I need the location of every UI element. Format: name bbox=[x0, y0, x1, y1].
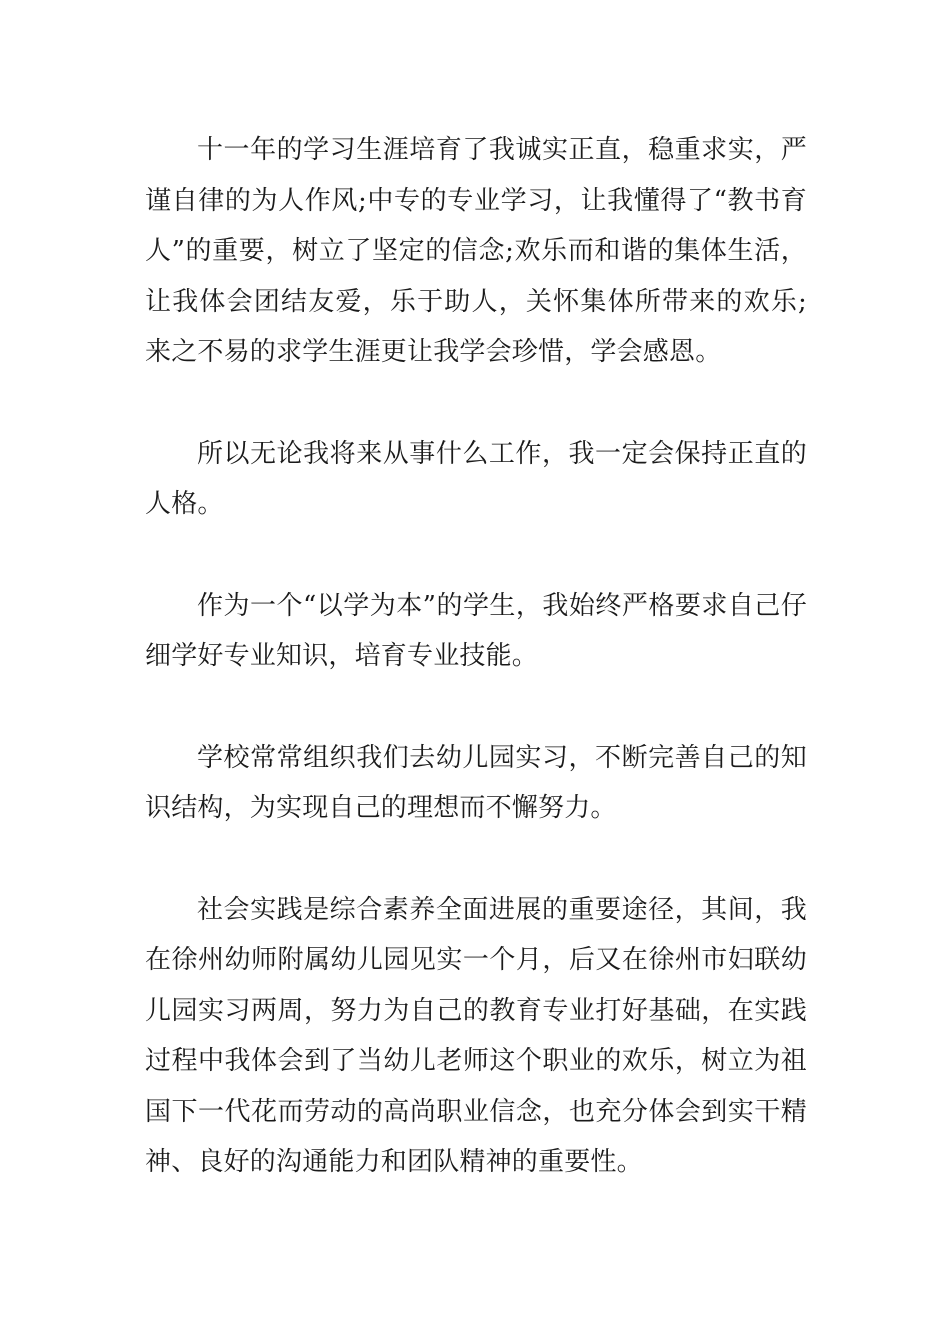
document-page bbox=[145, 125, 807, 1239]
paragraph-2: 所以无论我将来从事什么工作，我一定会保持正直的人格。 bbox=[145, 438, 807, 519]
paragraph-4: 学校常常组织我们去幼儿园实习，不断完善自己的知识结构，为实现自己的理想而不懈努力。 bbox=[145, 742, 807, 823]
paragraph-1: 十一年的学习生涯培育了我诚实正直，稳重求实，严谨自律的为人作风;中专的专业学习，让我懂得了“教书育人”的重要，树立了坚定的信念;欢乐而和谐的集体生活，让我体会团结友爱，乐于助人，关怀集体所带来的欢乐;来之不易的求学生涯更让我学会珍惜，学会感恩。 bbox=[145, 135, 807, 367]
paragraph-3: 作为一个“以学为本”的学生，我始终严格要求自己仔细学好专业知识，培育专业技能。 bbox=[145, 590, 807, 671]
paragraph-5: 社会实践是综合素养全面进展的重要途径，其间，我在徐州幼师附属幼儿园见实一个月，后又在徐州市妇联幼儿园实习两周，努力为自己的教育专业打好基础，在实践过程中我体会到了当幼儿老师这个职业的欢乐，树立为祖国下一代花而劳动的高尚职业信念，也充分体会到实干精神、良好的沟通能力和团队精神的重要性。 bbox=[145, 894, 807, 1177]
